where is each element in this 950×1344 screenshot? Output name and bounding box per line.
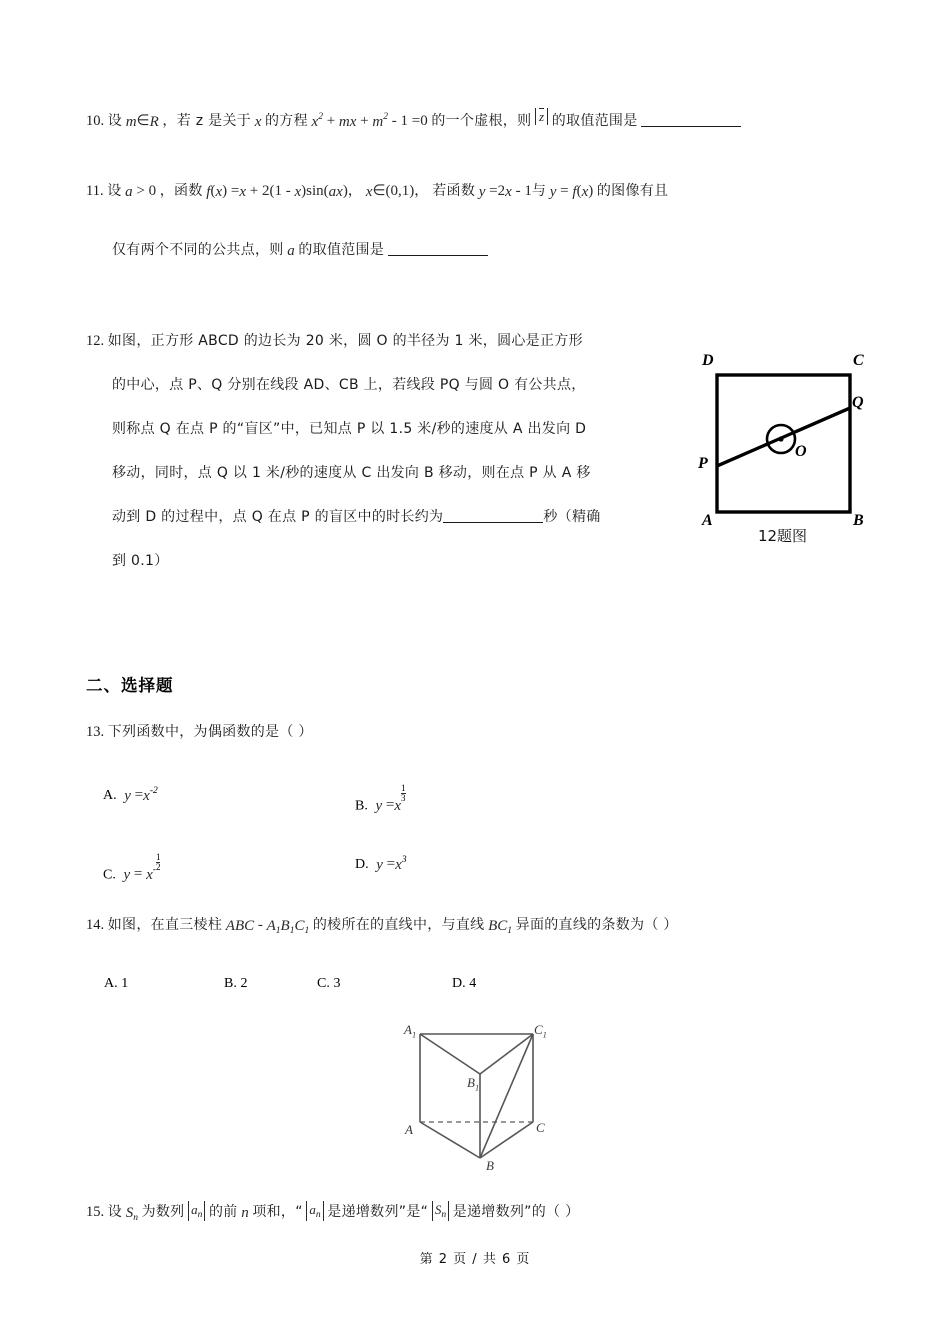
- question-14-option-d-label: D.: [452, 976, 466, 991]
- question-10-answer-blank[interactable]: [641, 112, 741, 128]
- question-10-abs-z-bar: z: [535, 106, 548, 128]
- question-15-text-6: 是递增数列”的（ ）: [452, 1204, 580, 1220]
- question-12-line-3: [112, 419, 586, 441]
- question-15-text-2: 为数列: [141, 1204, 185, 1220]
- question-10-equation: $x^2$ + mx + $m^2 - 1 =0$: [311, 112, 428, 130]
- question-14-option-c-value: 3: [333, 976, 341, 991]
- question-14-option-d[interactable]: [452, 975, 476, 992]
- question-14-option-a-value: 1: [121, 976, 129, 991]
- question-11-number: 11.: [86, 183, 104, 199]
- page-footer: 第 2 页 / 共 6 页: [419, 1252, 531, 1267]
- question-10: [86, 110, 741, 134]
- question-12-text-line-4: 移动，同时，点 Q 以 1 米/秒的速度从 C 出发向 B 移动，则在点 P 从 A 移: [112, 465, 591, 481]
- square-label-C: C: [853, 352, 864, 369]
- question-11-line2-pre: 仅有两个不同的公共点，则: [112, 242, 284, 258]
- question-14-option-b[interactable]: [224, 975, 247, 992]
- question-11: [86, 180, 668, 204]
- exponent-one-third: $\frac{1}{3}$: [401, 783, 406, 804]
- question-15-sequence-sn-2: $S_n$: [432, 1201, 449, 1217]
- question-14-option-b-label: B.: [224, 976, 237, 991]
- question-12-line5-post: 秒（精确: [543, 509, 601, 525]
- question-10-math-x: x: [254, 114, 262, 130]
- question-11-line-2: [112, 240, 488, 263]
- question-14: [86, 914, 678, 938]
- question-14-option-b-value: 2: [240, 976, 248, 991]
- question-11-function: f(x) =x + 2(1 - x)sin(ax): [206, 183, 348, 200]
- question-12-line-5: [112, 507, 601, 529]
- question-14-text-3: 异面的直线的条数为（ ）: [515, 917, 678, 933]
- question-13-option-c-label: C.: [103, 867, 116, 883]
- circle-o-center-dot: [778, 436, 783, 441]
- square-label-Q: Q: [852, 394, 864, 411]
- question-12-text-line-2: 的中心，点 P、Q 分别在线段 AD、CB 上，若线段 PQ 与圆 O 有公共点，: [112, 377, 586, 393]
- question-15-text-3: 的前: [208, 1204, 238, 1220]
- question-11-math-a: a: [287, 243, 295, 259]
- question-13-option-b[interactable]: [355, 783, 406, 815]
- square-figure-svg: [695, 348, 870, 528]
- question-12-line-6: [112, 551, 169, 573]
- square-figure-caption: 12题图: [757, 527, 808, 545]
- question-11-comma-1: ，: [347, 183, 363, 199]
- section-heading-choice: 二、选择题: [86, 676, 174, 695]
- question-15-sequence-an-1: $a_n$: [188, 1201, 205, 1217]
- question-13-option-d-label: D.: [355, 856, 369, 872]
- question-15: [86, 1202, 579, 1225]
- prism-label-A: A: [405, 1122, 413, 1137]
- question-11-text-3: 与: [531, 183, 547, 199]
- edge-ab: [420, 1122, 480, 1158]
- question-14-option-c[interactable]: [317, 975, 340, 992]
- question-10-text-1: ，若 z 是关于: [162, 113, 252, 129]
- question-10-lead: 设: [107, 113, 123, 129]
- prism-label-B1: $B_1$: [467, 1075, 480, 1093]
- question-13-option-b-label: B.: [355, 798, 368, 814]
- question-10-number: 10.: [86, 113, 105, 129]
- question-13-option-a-expr: $y =x^{-2}$: [124, 786, 158, 804]
- question-11-line-equation: y =2x - 1: [478, 183, 532, 200]
- square-label-P: P: [698, 455, 708, 472]
- question-10-text-3: 的一个虚根，则: [431, 113, 532, 129]
- question-13-option-d-expr: $y =x^3$: [376, 855, 407, 873]
- question-13-text: 下列函数中，为偶函数的是（ ）: [107, 724, 313, 740]
- question-11-math-a-gt-0: a > 0: [125, 183, 157, 200]
- prism-label-C1: $C_1$: [534, 1022, 547, 1040]
- question-12-line-2: [112, 375, 586, 397]
- square-figure: [695, 348, 870, 528]
- question-12-answer-blank[interactable]: [443, 508, 543, 524]
- question-15-sn: $S_n$: [125, 1205, 138, 1223]
- question-13: [86, 722, 313, 744]
- question-12-line5-pre: 动到 D 的过程中，点 Q 在点 P 的盲区中的时长约为: [112, 509, 444, 525]
- question-15-text-4: 项和，“: [252, 1204, 303, 1220]
- question-11-line2-post: 的取值范围是: [298, 242, 385, 258]
- question-14-line-name: $BC_1$: [488, 918, 513, 936]
- question-11-answer-blank[interactable]: [388, 241, 488, 257]
- question-14-text-1: 如图，在直三棱柱: [107, 917, 223, 933]
- question-14-text-2: 的棱所在的直线中，与直线: [312, 917, 485, 933]
- question-15-sequence-an-2: $a_n$: [306, 1201, 323, 1217]
- question-10-math-m-in-r: m∈R: [125, 113, 159, 130]
- question-15-math-n: n: [241, 1205, 249, 1221]
- question-11-text-2: 若函数: [432, 183, 476, 199]
- square-label-A: A: [702, 512, 713, 529]
- question-14-option-a[interactable]: [104, 975, 128, 992]
- question-11-text-1: ，函数: [159, 183, 203, 199]
- square-label-B: B: [853, 512, 864, 529]
- question-11-comma-2: ，: [414, 183, 429, 199]
- segment-pq-over-circle: [717, 408, 850, 466]
- question-11-fx-equation: y = f(x): [549, 183, 594, 200]
- question-12-text-line-1: 如图，正方形 ABCD 的边长为 20 米，圆 O 的半径为 1 米，圆心是正方形: [107, 333, 583, 349]
- square-label-O: O: [795, 443, 807, 460]
- question-13-option-c-expr: y = x- $\frac{1}{2}$: [123, 852, 161, 884]
- question-10-text-4: 的取值范围是: [551, 113, 638, 129]
- question-11-text-4: 的图像有且: [596, 183, 669, 199]
- question-14-option-a-label: A.: [104, 976, 118, 991]
- exponent-one-half: $\frac{1}{2}$: [155, 852, 161, 873]
- square-label-D: D: [702, 352, 714, 369]
- question-13-number: 13.: [86, 724, 105, 740]
- question-14-prism-name: ABC - $A_1B_1C_1$: [225, 917, 310, 936]
- question-14-number: 14.: [86, 917, 105, 933]
- question-13-option-c[interactable]: [103, 852, 161, 884]
- question-15-text-5: 是递增数列”是“: [327, 1204, 429, 1220]
- prism-label-B: B: [486, 1158, 494, 1173]
- question-12-number: 12.: [86, 333, 105, 349]
- question-13-option-d[interactable]: [355, 855, 407, 874]
- question-13-option-b-expr: y =x $\frac{1}{3}$: [375, 783, 406, 815]
- question-10-text-2: 的方程: [264, 113, 308, 129]
- question-12-line-1: [86, 331, 583, 353]
- question-11-domain: x∈(0,1): [365, 183, 415, 200]
- question-11-lead: 设: [107, 183, 122, 199]
- question-13-option-a[interactable]: [103, 786, 158, 805]
- question-15-number: 15.: [86, 1204, 105, 1220]
- edge-a1b1: [420, 1034, 480, 1074]
- question-15-text-1: 设: [107, 1204, 123, 1220]
- question-12-text-line-6: 到 0.1）: [112, 553, 169, 569]
- question-12-text-line-3: 则称点 Q 在点 P 的“盲区”中，已知点 P 以 1.5 米/秒的速度从 A 出发向 D: [112, 421, 587, 437]
- prism-figure: [398, 1012, 563, 1182]
- question-13-option-a-label: A.: [103, 787, 117, 803]
- question-12-line-4: [112, 463, 591, 485]
- prism-label-C: C: [536, 1120, 545, 1135]
- question-14-option-d-value: 4: [469, 976, 477, 991]
- prism-label-A1: $A_1$: [404, 1022, 417, 1040]
- question-14-option-c-label: C.: [317, 976, 330, 991]
